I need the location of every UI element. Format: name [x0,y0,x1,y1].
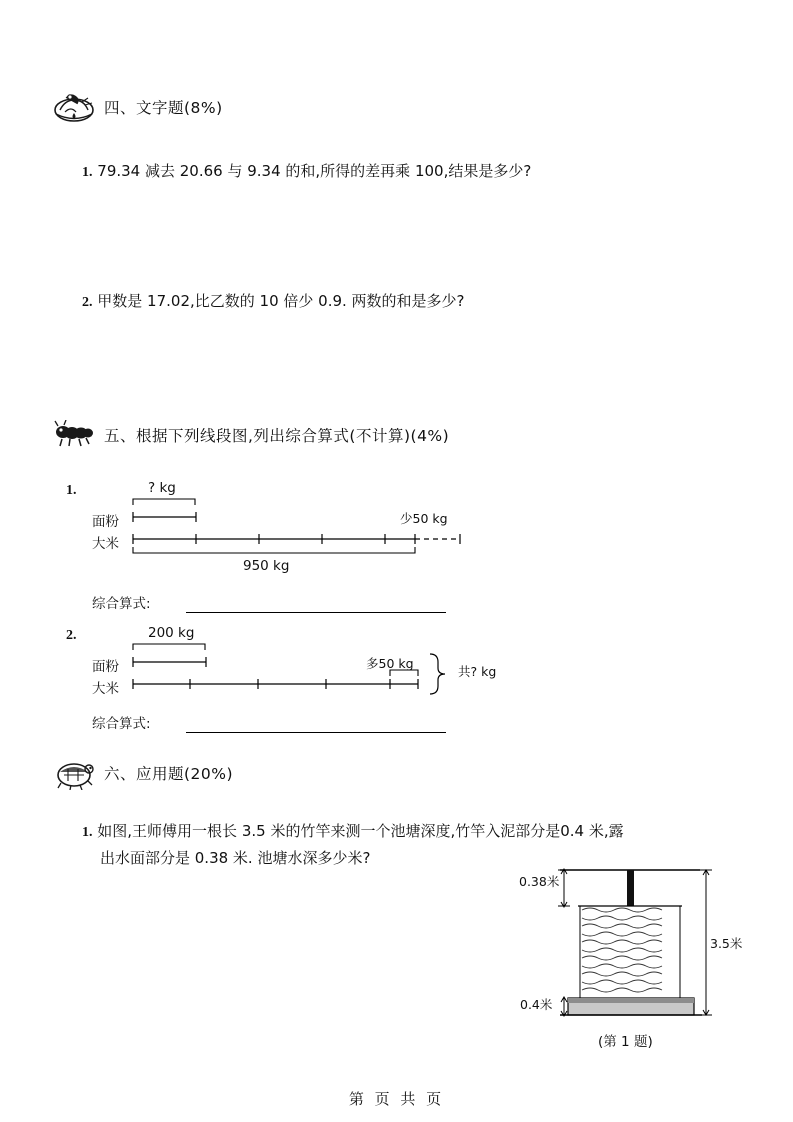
pond-figure [520,862,750,1067]
question-number: 1. [82,825,93,840]
diagram1-top-label: ? kg [148,480,176,496]
question-4-1 [82,158,531,186]
question-text-line2: 出水面部分是 0.38 米. 池塘水深多少米? [100,849,371,868]
question-text-line1: 如图,王师傅用一根长 3.5 米的竹竿来测一个池塘深度,竹竿入泥部分是0.4 米,露 [97,822,624,840]
diagram2-brace-label: 共? kg [458,664,497,679]
caterpillar-stamp-icon [52,420,96,450]
section-title-4: 四、文字题(8%) [104,99,223,117]
figure-label-top: 0.38米 [519,874,560,889]
section-header-4 [52,92,223,122]
page-footer: 第 页 共 页 [348,1090,445,1108]
diagram1-row1-label: 面粉 [92,514,119,530]
question-text: 79.34 减去 20.66 与 9.34 的和,所得的差再乘 100,结果是多少? [97,162,532,180]
question-4-2 [82,288,465,316]
diagram2-answer-blank[interactable] [186,732,446,733]
bird-stamp-icon [52,92,96,122]
section-title-5: 五、根据下列线段图,列出综合算式(不计算)(4%) [104,427,450,445]
diagram1-answer-blank[interactable] [186,612,446,613]
diagram-number-1: 1. [66,483,77,498]
diagram2-row1-label: 面粉 [92,659,119,675]
diagram2-right-label: 多50 kg [366,656,414,671]
section-header-6 [52,758,233,788]
diagram1-row2-label: 大米 [92,536,119,552]
diagram-number-2: 2. [66,628,77,643]
figure-label-bottom: 0.4米 [520,997,553,1012]
diagram2-answer-label: 综合算式: [92,716,151,732]
section-title-6: 六、应用题(20%) [104,765,234,783]
figure-label-right: 3.5米 [710,936,743,951]
diagram2-top-label: 200 kg [148,625,195,641]
turtle-stamp-icon [52,758,96,788]
question-number: 1. [82,165,93,180]
diagram1-answer-label: 综合算式: [92,596,151,612]
figure-caption: (第 1 题) [598,1034,653,1050]
section-header-5 [52,420,449,450]
diagram1-right-label: 少50 kg [400,511,448,526]
diagram1-bottom-label: 950 kg [243,558,290,574]
question-number: 2. [82,295,93,310]
question-text: 甲数是 17.02,比乙数的 10 倍少 0.9. 两数的和是多少? [97,292,465,310]
diagram2-row2-label: 大米 [92,681,119,697]
